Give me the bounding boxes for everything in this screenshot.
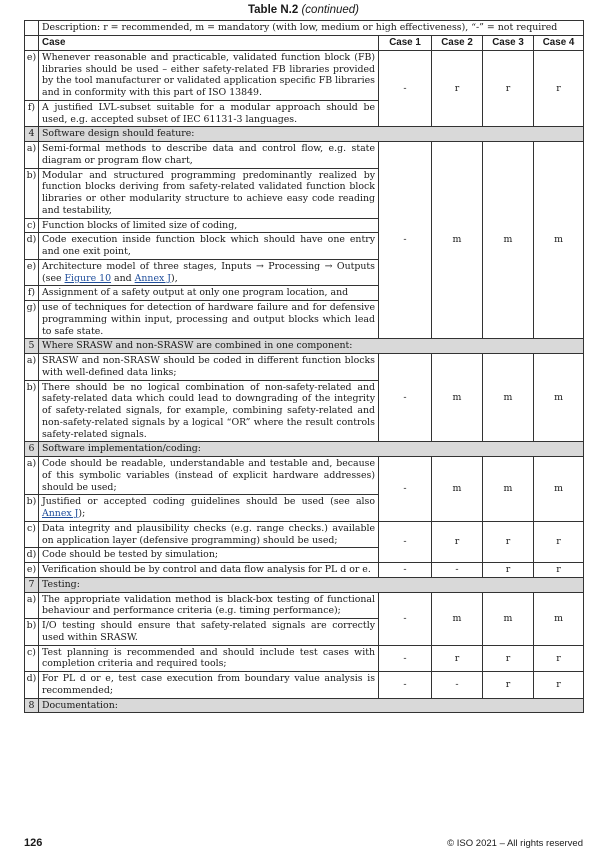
row-letter: d) — [25, 672, 39, 699]
case-3-value: m — [483, 592, 534, 645]
table-row — [25, 592, 584, 619]
row-text: Architecture model of three stages, Inputs → Processing → Outputs (see Figure 10 and Annex J), — [39, 259, 379, 286]
table-row — [25, 50, 584, 100]
case-1-value: - — [379, 563, 432, 578]
case-4-value: r — [534, 672, 584, 699]
row-text: Verification should be by control and data flow analysis for PL d or e. — [39, 563, 379, 578]
row-letter: c) — [25, 521, 39, 548]
header-case-4: Case 4 — [534, 35, 584, 50]
case-2-value: - — [432, 563, 483, 578]
case-3-value: m — [483, 457, 534, 522]
table-row — [25, 645, 584, 672]
section-number: 7 — [25, 577, 39, 592]
row-text: Assignment of a safety output at only one program location, and — [39, 286, 379, 301]
page-number: 126 — [24, 837, 43, 849]
row-text: For PL d or e, test case execution from boundary value analysis is recommended; — [39, 672, 379, 699]
case-1-value: - — [379, 672, 432, 699]
row-letter: b) — [25, 168, 39, 218]
case-4-value: r — [534, 50, 584, 127]
row-text: Function blocks of limited size of coding, — [39, 218, 379, 233]
case-3-value: r — [483, 645, 534, 672]
row-letter: e) — [25, 563, 39, 578]
case-2-value: r — [432, 50, 483, 127]
row-text: Modular and structured programming predominantly realized by function blocks deriving from safety-related validated function block libraries or other modularity structure to achieve easy code reading and testability, — [39, 168, 379, 218]
row-text: use of techniques for detection of hardware failure and for defensive programming within input, processing and output blocks which lead to safe state. — [39, 301, 379, 339]
section-number: 4 — [25, 127, 39, 142]
table-row — [25, 563, 584, 578]
table-row — [25, 672, 584, 699]
case-1-value: - — [379, 521, 432, 562]
case-3-value: m — [483, 354, 534, 442]
section-title: Testing: — [39, 577, 584, 592]
annex-j-link[interactable]: Annex J — [42, 508, 79, 520]
case-2-value: r — [432, 645, 483, 672]
case-1-value: - — [379, 592, 432, 645]
section-row — [25, 577, 584, 592]
case-1-value: - — [379, 50, 432, 127]
row-letter: g) — [25, 301, 39, 339]
annex-j-link[interactable]: Annex J — [134, 272, 172, 284]
header-case-2: Case 2 — [432, 35, 483, 50]
header-case-3: Case 3 — [483, 35, 534, 50]
case-1-value: - — [379, 142, 432, 339]
section-row — [25, 698, 584, 713]
case-3-value: r — [483, 672, 534, 699]
case-1-value: - — [379, 457, 432, 522]
table-title-main: Table N.2 — [247, 4, 299, 16]
row-letter: a) — [25, 457, 39, 495]
table-title-suffix: (continued) — [301, 4, 360, 16]
section-row — [25, 127, 584, 142]
table-title — [0, 4, 607, 16]
case-4-value: r — [534, 645, 584, 672]
case-4-value: m — [534, 457, 584, 522]
section-title: Software design should feature: — [39, 127, 584, 142]
row-text: Code should be tested by simulation; — [39, 548, 379, 563]
figure-10-link[interactable]: Figure 10 — [64, 272, 112, 284]
case-4-value: m — [534, 142, 584, 339]
row-letter: a) — [25, 354, 39, 381]
case-4-value: m — [534, 354, 584, 442]
description-text: Description: r = recommended, m = mandatory (with low, medium or high effectiveness), “-” = not required — [39, 21, 584, 36]
case-4-value: m — [534, 592, 584, 645]
row-letter: b) — [25, 619, 39, 646]
row-text: Data integrity and plausibility checks (e.g. range checks.) available on application layer (defensive programming) should be used; — [39, 521, 379, 548]
table-row — [25, 354, 584, 381]
section-title: Software implementation/coding: — [39, 442, 584, 457]
copyright-notice: © ISO 2021 – All rights reserved — [447, 838, 583, 849]
row-letter: f) — [25, 100, 39, 127]
section-number: 5 — [25, 339, 39, 354]
row-letter: f) — [25, 286, 39, 301]
case-3-value: r — [483, 521, 534, 562]
row-letter: e) — [25, 50, 39, 100]
case-3-value: r — [483, 50, 534, 127]
table-row — [25, 142, 584, 169]
case-1-value: - — [379, 354, 432, 442]
row-text: There should be no logical combination of non-safety-related and safety-related data which could lead to downgrading of the integrity of safety-related signals, for example, combining safety-related and non-safety-related signals by a logical “OR” where the result controls safety-related signals. — [39, 380, 379, 442]
section-title: Documentation: — [39, 698, 584, 713]
section-row — [25, 339, 584, 354]
row-text: I/O testing should ensure that safety-related signals are correctly used within SRASW. — [39, 619, 379, 646]
case-3-value: m — [483, 142, 534, 339]
row-letter: e) — [25, 259, 39, 286]
case-2-value: - — [432, 672, 483, 699]
row-text: SRASW and non-SRASW should be coded in different function blocks with well-defined data links; — [39, 354, 379, 381]
row-text: The appropriate validation method is black-box testing of functional behaviour and performance criteria (e.g. timing performance); — [39, 592, 379, 619]
header-case: Case — [39, 35, 379, 50]
table-row — [25, 521, 584, 548]
requirements-table — [24, 20, 584, 713]
row-text: Test planning is recommended and should include test cases with completion criteria and required tools; — [39, 645, 379, 672]
row-text: Code execution inside function block which should have one entry and one exit point, — [39, 233, 379, 260]
case-1-value: - — [379, 645, 432, 672]
row-letter: c) — [25, 218, 39, 233]
row-letter: b) — [25, 495, 39, 522]
case-4-value: r — [534, 521, 584, 562]
header-row — [25, 35, 584, 50]
case-2-value: r — [432, 521, 483, 562]
row-text: Justified or accepted coding guidelines should be used (see also Annex J); — [39, 495, 379, 522]
case-2-value: m — [432, 457, 483, 522]
header-case-1: Case 1 — [379, 35, 432, 50]
case-3-value: r — [483, 563, 534, 578]
section-number: 8 — [25, 698, 39, 713]
row-letter: c) — [25, 645, 39, 672]
section-row — [25, 442, 584, 457]
case-2-value: m — [432, 142, 483, 339]
row-text: Semi-formal methods to describe data and control flow, e.g. state diagram or program flow chart, — [39, 142, 379, 169]
description-row — [25, 21, 584, 36]
row-text: Code should be readable, understandable and testable and, because of this symbolic variables (instead of explicit hardware addresses) should be used; — [39, 457, 379, 495]
row-letter: d) — [25, 233, 39, 260]
row-letter: d) — [25, 548, 39, 563]
row-letter: a) — [25, 142, 39, 169]
case-2-value: m — [432, 592, 483, 645]
case-4-value: r — [534, 563, 584, 578]
section-title: Where SRASW and non-SRASW are combined in one component: — [39, 339, 584, 354]
row-text: Whenever reasonable and practicable, validated function block (FB) libraries should be used – either safety-related FB libraries provided by the tool manufacturer or validated application specific FB libraries and in conformity with this part of ISO 13849. — [39, 50, 379, 100]
section-number: 6 — [25, 442, 39, 457]
row-letter: a) — [25, 592, 39, 619]
case-2-value: m — [432, 354, 483, 442]
row-text: A justified LVL-subset suitable for a modular approach should be used, e.g. accepted subset of IEC 61131-3 languages. — [39, 100, 379, 127]
row-letter: b) — [25, 380, 39, 442]
table-row — [25, 457, 584, 495]
